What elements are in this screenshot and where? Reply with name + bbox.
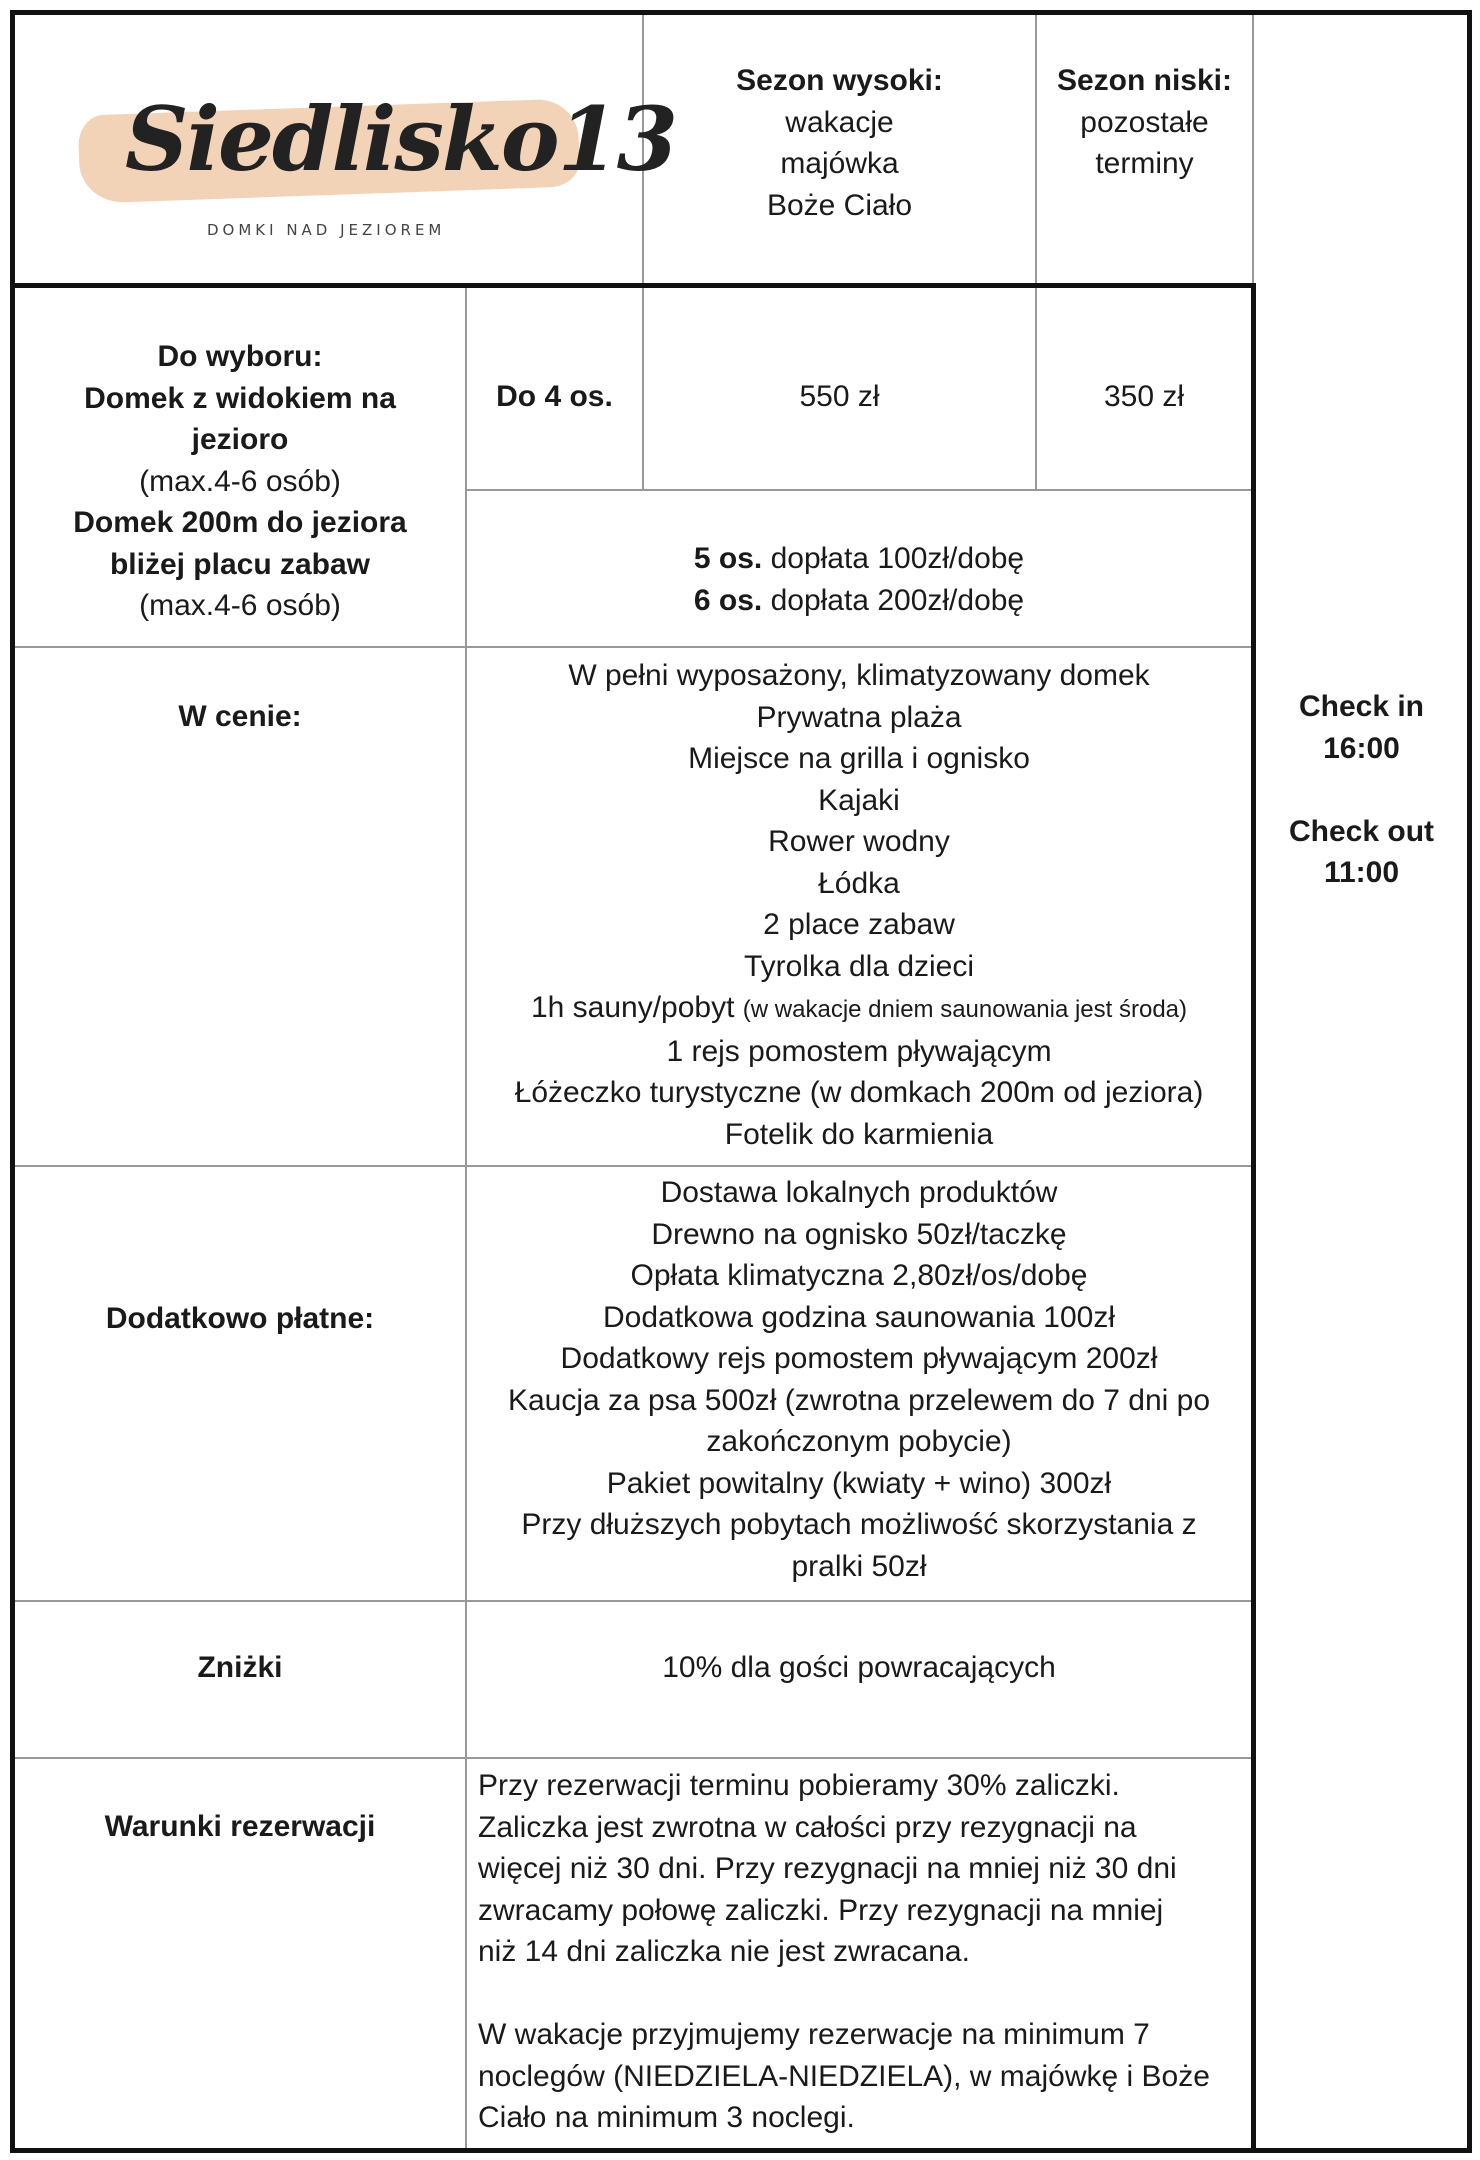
booking-label: Warunki rezerwacji: [104, 1810, 376, 1844]
high-season-line: wakacje: [785, 105, 894, 139]
choice-option-1: Domek z widokiem na: [84, 381, 396, 415]
list-item: Dodatkowy rejs pomostem pływającym 200zł: [560, 1342, 1158, 1375]
extra-5-text: dopłata 100zł/dobę: [762, 542, 1025, 575]
list-item: zakończonym pobycie): [706, 1425, 1012, 1458]
check-out-time: 11:00: [1323, 856, 1400, 889]
high-season-title: Sezon wysoki:: [736, 64, 943, 97]
logo-wordmark: Siedlisko13: [125, 87, 677, 191]
list-item: Kaucja za psa 500zł (zwrotna przelewem do 7 dni po: [507, 1383, 1211, 1417]
list-item: Łóżeczko turystyczne (w domkach 200m od jeziora): [514, 1076, 1204, 1109]
extra-5-label: 5 os.: [693, 542, 763, 575]
check-out-label: Check out: [1288, 814, 1435, 848]
booking-line: niż 14 dni zaliczka nie jest zwracana.: [478, 1935, 970, 1968]
extra-6-text: dopłata 200zł/dobę: [762, 583, 1025, 617]
choice-label: Do wyboru:: [157, 340, 323, 373]
booking-line: więcej niż 30 dni. Przy rezygnacji na mniej niż 30 dni: [478, 1852, 1177, 1885]
check-in-time: 16:00: [1323, 731, 1400, 765]
booking-line: Ciało na minimum 3 noclegi.: [478, 2101, 855, 2134]
low-season-header: [1037, 60, 1252, 185]
booking-line: Zaliczka jest zwrotna w całości przy rezygnacji na: [478, 1810, 1137, 1844]
extras-list: [467, 1172, 1251, 1587]
booking-line: W wakacje przyjmujemy rezerwacje na minimum 7: [478, 2018, 1150, 2051]
list-item: Prywatna plaża: [756, 700, 962, 734]
list-item: Tyrolka dla dzieci: [743, 949, 975, 983]
choice-option-2b: bliżej placu zabaw: [109, 547, 371, 581]
list-item: Drewno na ognisko 50zł/taczkę: [651, 1217, 1067, 1251]
booking-line: zwracamy połowę zaliczki. Przy rezygnacji na mniej: [478, 1893, 1164, 1927]
extra-6-label: 6 os.: [693, 583, 763, 617]
list-item: Fotelik do karmienia: [724, 1117, 994, 1151]
list-item: Opłata klimatyczna 2,80zł/os/dobę: [630, 1259, 1088, 1292]
choice-option-2: Domek 200m do jeziora: [73, 506, 407, 539]
included-label: W cenie:: [178, 700, 302, 734]
extra-6-guests: [694, 580, 1024, 622]
check-in-label: Check in: [1298, 690, 1425, 723]
high-season-line: Boże Ciało: [766, 188, 913, 222]
low-season-line: terminy: [1095, 147, 1194, 180]
sauna-text: 1h sauny/pobyt: [530, 991, 743, 1024]
list-item: pralki 50zł: [791, 1549, 927, 1583]
high-season-header: [644, 60, 1035, 226]
booking-line: Przy rezerwacji terminu pobieramy 30% zaliczki.: [478, 1769, 1120, 1802]
logo-tagline: DOMKI NAD JEZIOREM: [207, 221, 446, 239]
sauna-note: (w wakacje dniem saunowania jest środa): [742, 996, 1188, 1023]
choice-option-2-capacity: (max.4-6 osób): [139, 589, 341, 622]
booking-line: noclegów (NIEDZIELA-NIEDZIELA), w majówkę i Boże: [478, 2059, 1210, 2093]
list-item-sauna: [531, 987, 1187, 1031]
low-season-line: pozostałe: [1080, 105, 1209, 139]
included-list: [467, 655, 1251, 1155]
high-price-cell: 550 zł: [799, 380, 880, 414]
discounts-text: 10% dla gości powracających: [662, 1651, 1056, 1685]
list-item: Łódka: [818, 866, 900, 900]
list-item: Dostawa lokalnych produktów: [660, 1176, 1058, 1209]
booking-terms: [478, 1765, 1248, 2139]
list-item: 1 rejs pomostem pływającym: [666, 1034, 1052, 1068]
list-item: Przy dłuższych pobytach możliwość skorzystania z: [521, 1508, 1197, 1541]
logo: [15, 15, 677, 283]
discounts-label: Zniżki: [197, 1651, 283, 1685]
high-season-line: majówka: [780, 147, 899, 180]
low-season-title: Sezon niski:: [1056, 64, 1233, 97]
extras-label: Dodatkowo płatne:: [105, 1302, 375, 1336]
list-item: W pełni wyposażony, klimatyzowany domek: [568, 659, 1150, 692]
extra-5-guests: [694, 538, 1024, 580]
choice-cell: [15, 336, 465, 627]
choice-option-1b: jezioro: [191, 423, 289, 456]
list-item: 2 place zabaw: [763, 908, 955, 941]
extra-guests-cell: [467, 538, 1251, 621]
list-item: Rower wodny: [768, 825, 950, 858]
list-item: Pakiet powitalny (kwiaty + wino) 300zł: [606, 1466, 1112, 1500]
list-item: Miejsce na grilla i ognisko: [688, 742, 1030, 775]
low-price-cell: 350 zł: [1103, 380, 1185, 414]
list-item: Dodatkowa godzina saunowania 100zł: [602, 1300, 1116, 1334]
guests-cell: Do 4 os.: [496, 380, 613, 414]
list-item: Kajaki: [818, 783, 900, 817]
choice-option-1-capacity: (max.4-6 osób): [139, 464, 341, 498]
check-times: [1256, 686, 1467, 894]
